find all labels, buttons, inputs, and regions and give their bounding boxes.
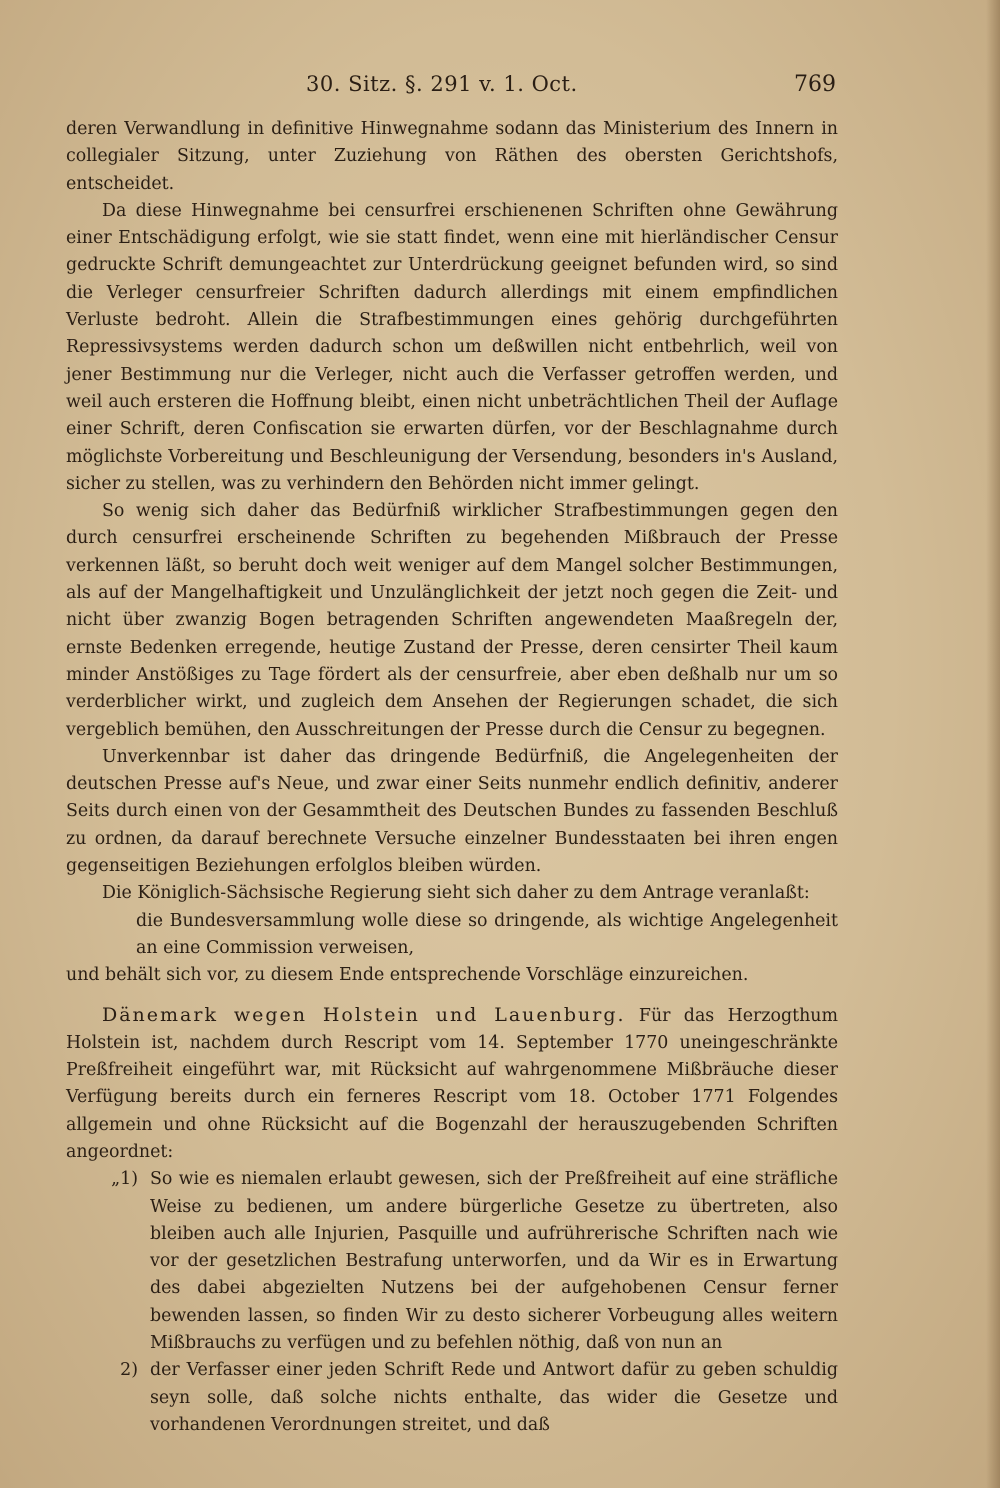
list-item-1-text: So wie es niemalen erlaubt gewesen, sich der Preßfreiheit auf eine sträfliche Weise zu bedienen, um andere bürgerliche Gesetze zu übertreten, also bleiben auch alle Injurien, Pasquille und aufrührerische Schriften nach wie vor der gesetzlichen Bestrafung unterworfen, und da Wir es in Erwartung des dabei abgezielten Nutzens bei der aufgehobenen Censur ferner bewenden lassen, so finden Wir zu desto sicherer Vorbeugung alles weitern Mißbrauchs zu verfügen und zu befehlen nöthig, daß von nun an — [150, 1169, 838, 1354]
paragraph-8 — [66, 1002, 838, 1167]
page-edge-shadow — [986, 0, 1000, 1488]
page-number: 769 — [794, 72, 836, 97]
running-title: 30. Sitz. §. 291 v. 1. Oct. — [306, 72, 578, 96]
page-header — [66, 72, 836, 106]
paragraph-7: und behält sich vor, zu diesem Ende entsprechende Vorschläge einzureichen. — [66, 965, 749, 986]
paragraph-5: Die Königlich-Sächsische Regierung sieht sich daher zu dem Antrage veranlaßt: — [102, 883, 810, 904]
list-item-1 — [66, 1166, 838, 1357]
list-item-2-text: der Verfasser einer jeden Schrift Rede und Antwort dafür zu geben schuldig seyn solle, daß solche nichts enthalte, das wider die Gesetze und vorhandenen Verordnungen streitet, und daß — [150, 1360, 838, 1435]
paragraph-3: So wenig sich daher das Bedürfniß wirklicher Strafbestimmungen gegen den durch censurfrei erscheinende Schriften zu begehenden Mißbrauch der Presse verkennen läßt, so beruht doch weit weniger auf dem Mangel solcher Bestimmungen, als auf der Mangelhaftigkeit und Unzulänglichkeit der jetzt noch gegen die Zeit- und nicht über zwanzig Bogen betragenden Schriften angewendeten Maaßregeln der, ernste Bedenken erregende, heutige Zustand der Presse, deren censirter Theil kaum minder Anstößiges zu Tage fördert als der censurfreie, aber eben deßhalb nur um so verderblicher wirkt, und zugleich dem Ansehen der Regierungen schadet, die sich vergeblich bemühen, den Ausschreitungen der Presse durch die Censur zu begegnen. — [66, 501, 838, 740]
list-item-2-number: 2) — [120, 1360, 138, 1381]
paragraph-4: Unverkennbar ist daher das dringende Bedürfniß, die Angelegenheiten der deutschen Presse auf's Neue, und zwar einer Seits nunmehr endlich definitiv, anderer Seits durch einen von der Gesammtheit des Deutschen Bundes zu fassenden Beschluß zu ordnen, da darauf berechnete Versuche einzelner Bundesstaaten bei ihren engen gegenseitigen Beziehungen erfolglos bleiben würden. — [66, 746, 838, 877]
paragraph-1: deren Verwandlung in definitive Hinwegnahme sodann das Ministerium des Innern in collegialer Sitzung, unter Zuziehung von Räthen des obersten Gerichtshofs, entscheidet. — [66, 119, 838, 194]
list-item-1-number: „1) — [111, 1169, 138, 1190]
paragraph-2: Da diese Hinwegnahme bei censurfrei erschienenen Schriften ohne Gewährung einer Entschädigung erfolgt, wie sie statt findet, wenn eine mit hierländischer Censur gedruckte Schrift demungeachtet zur Unterdrückung geeignet befunden wird, so sind die Verleger censurfreier Schriften dadurch allerdings mit einem empfindlichen Verluste bedroht. Allein die Strafbestimmungen eines gehörig durchgeführten Repressivsystems werden dadurch schon um deßwillen nicht entbehrlich, weil von jener Bestimmung nur die Verleger, nicht auch die Verfasser getroffen werden, und weil auch ersteren die Hoffnung bleibt, einen nicht unbeträchtlichen Theil der Auflage einer Schrift, deren Confiscation sie erwarten dürfen, vor der Beschlagnahme durch möglichste Vorbereitung und Beschleunigung der Versendung, besonders in's Ausland, sicher zu stellen, was zu verhindern den Behörden nicht immer gelingt. — [66, 200, 838, 494]
section-lead: Dänemark wegen Holstein und Lauenburg. — [102, 1003, 626, 1026]
list-item-2 — [66, 1357, 838, 1439]
page-body — [66, 116, 838, 1439]
paragraph-6-motion: die Bundesversammlung wolle diese so dringende, als wichtige Angelegenheit an eine Commission verweisen, — [136, 910, 838, 958]
paragraph-8-text: Für das Herzogthum Holstein ist, nachdem durch Rescript vom 14. September 1770 uneingeschränkte Preßfreiheit eingeführt war, mit Rücksicht auf wahrgenommene Mißbräuche dieser Verfügung bereits durch ein ferneres Rescript vom 18. October 1771 Folgendes allgemein und ohne Rücksicht auf die Bogenzahl der herauszugebenden Schriften angeordnet: — [66, 1005, 838, 1162]
